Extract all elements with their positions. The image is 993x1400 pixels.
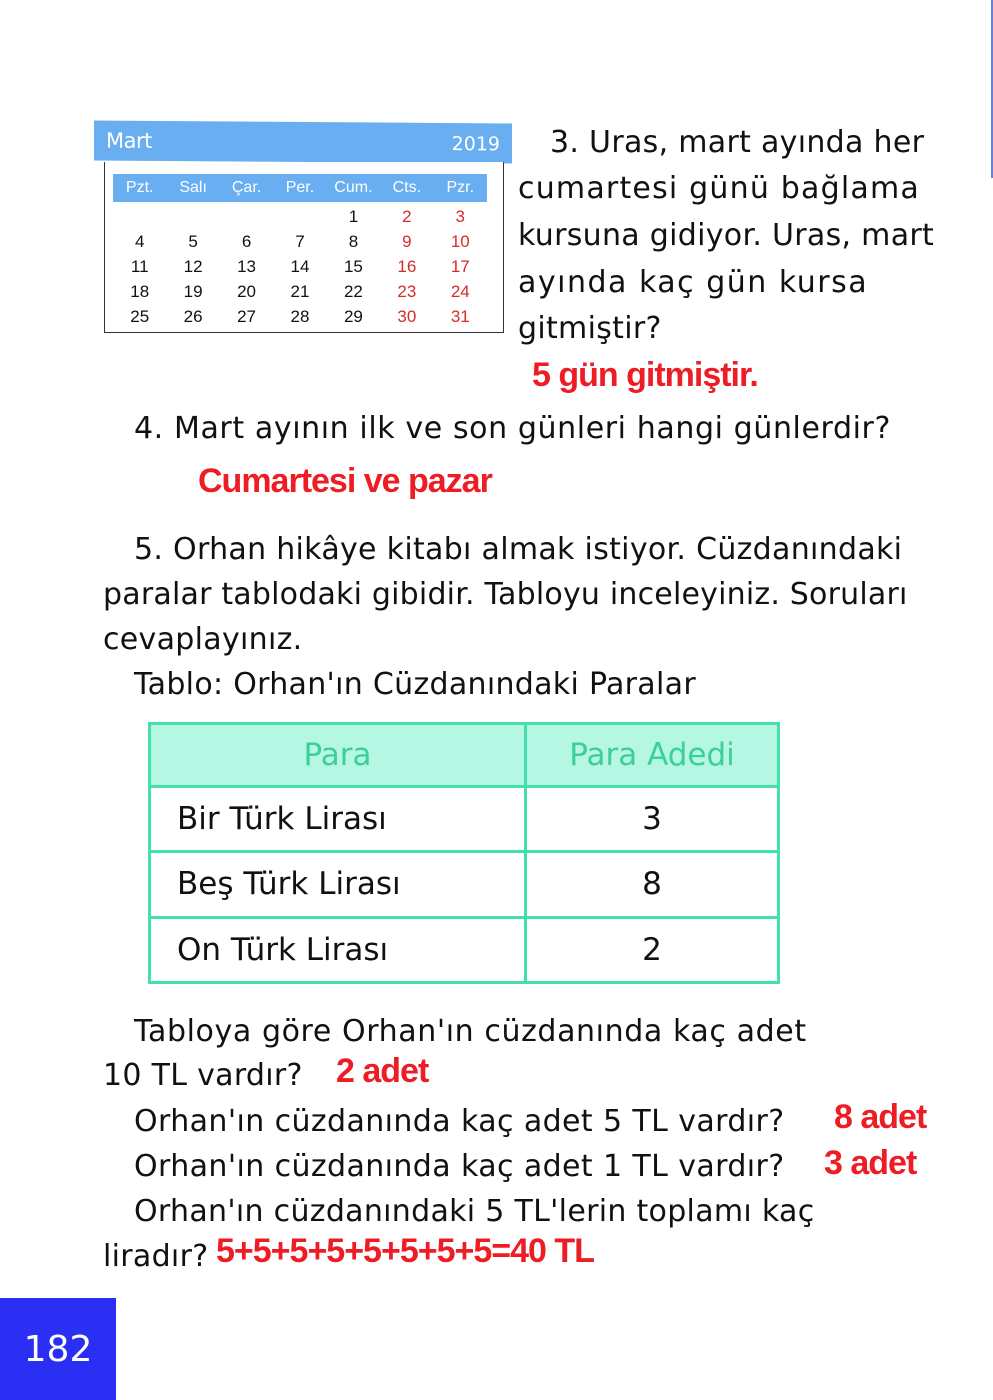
calendar-day: 20 xyxy=(237,282,257,301)
subq2-line1: Orhan'ın cüzdanında kaç adet 5 TL vardır? xyxy=(134,1104,785,1139)
q5-line: 5. Orhan hikâye kitabı almak istiyor. Cüzdanındaki xyxy=(134,532,903,567)
q3-answer: 5 gün gitmiştir. xyxy=(532,356,758,394)
calendar-day: 22 xyxy=(343,282,363,301)
table-caption: Tablo: Orhan'ın Cüzdanındaki Paralar xyxy=(134,667,696,702)
page-number: 182 xyxy=(23,1328,93,1370)
calendar-day: 16 xyxy=(397,257,417,276)
calendar-day: 19 xyxy=(183,282,203,301)
subq4-answer: 5+5+5+5+5+5+5+5=40 TL xyxy=(216,1232,594,1270)
calendar-day: 30 xyxy=(397,307,417,326)
calendar-month: Mart xyxy=(106,128,152,153)
calendar-day: 14 xyxy=(290,257,310,276)
cell-money-type: Bir Türk Lirası xyxy=(150,787,526,852)
money-table xyxy=(148,722,780,984)
calendar-day: 17 xyxy=(450,257,470,276)
cell-money-type: Beş Türk Lirası xyxy=(150,852,526,917)
calendar-day xyxy=(166,204,219,229)
subq1-line2: 10 TL vardır? xyxy=(103,1058,303,1093)
calendar-day-grid xyxy=(113,204,487,329)
calendar-day: 11 xyxy=(130,257,149,276)
calendar-day: 24 xyxy=(450,282,470,301)
table-row xyxy=(150,852,779,917)
page-number-box xyxy=(0,1298,116,1400)
calendar-day: 3 xyxy=(455,207,465,226)
table-row xyxy=(150,917,779,982)
calendar-day: 29 xyxy=(343,307,363,326)
calendar-day: 1 xyxy=(348,207,359,226)
calendar-day: 28 xyxy=(290,307,310,326)
calendar-day: 7 xyxy=(295,232,305,251)
cell-count: 3 xyxy=(526,787,779,852)
column-header-para: Para xyxy=(150,724,526,787)
calendar-day: 25 xyxy=(130,307,150,326)
calendar-day: 26 xyxy=(183,307,203,326)
cell-count: 8 xyxy=(526,852,779,917)
calendar-day: 27 xyxy=(237,307,257,326)
subq1-line1: Tabloya göre Orhan'ın cüzdanında kaç adet xyxy=(134,1014,807,1049)
calendar-day: 6 xyxy=(241,232,252,251)
calendar-header xyxy=(94,121,512,164)
weekday-label: Cum. xyxy=(334,179,373,196)
weekday-label: Salı xyxy=(179,179,207,196)
calendar-day xyxy=(113,204,166,229)
q3-line: kursuna gidiyor. Uras, mart xyxy=(518,218,935,253)
calendar-weekday-row xyxy=(113,174,487,202)
subq2-answer: 8 adet xyxy=(834,1098,927,1136)
calendar-day: 31 xyxy=(450,307,470,326)
weekday-label: Pzt. xyxy=(125,179,154,196)
calendar-day: 23 xyxy=(397,282,417,301)
q5-line: paralar tablodaki gibidir. Tabloyu inceleyiniz. Soruları xyxy=(103,577,908,612)
calendar-day xyxy=(273,204,326,229)
subq3-answer: 3 adet xyxy=(824,1144,917,1182)
q5-line: cevaplayınız. xyxy=(103,622,303,657)
table-row xyxy=(150,787,779,852)
calendar-day: 10 xyxy=(450,232,470,251)
q3-line: ayında kaç gün kursa xyxy=(518,265,869,300)
calendar-year: 2019 xyxy=(451,133,500,156)
calendar-march-2019 xyxy=(94,122,512,336)
subq1-answer: 2 adet xyxy=(336,1052,429,1090)
calendar-day: 21 xyxy=(290,282,310,301)
subq3-line1: Orhan'ın cüzdanında kaç adet 1 TL vardır? xyxy=(134,1149,785,1184)
calendar-day: 4 xyxy=(134,232,145,251)
q3-line: gitmiştir? xyxy=(518,311,662,346)
q4-question: 4. Mart ayının ilk ve son günleri hangi günlerdir? xyxy=(134,411,891,446)
subq4-line2: liradır? xyxy=(103,1239,209,1274)
weekday-label: Pzr. xyxy=(446,179,475,196)
weekday-label: Cts. xyxy=(392,179,422,196)
q4-answer: Cumartesi ve pazar xyxy=(198,462,492,500)
weekday-label: Çar. xyxy=(231,179,262,196)
calendar-day: 12 xyxy=(183,257,203,276)
subq4-line1: Orhan'ın cüzdanındaki 5 TL'lerin toplamı kaç xyxy=(134,1194,815,1229)
q3-line: 3. Uras, mart ayında her xyxy=(550,125,925,160)
calendar-day: 15 xyxy=(343,257,363,276)
column-header-para-adedi: Para Adedi xyxy=(526,724,779,787)
table-header-row xyxy=(150,724,779,787)
calendar-day: 9 xyxy=(402,232,412,251)
weekday-label: Per. xyxy=(285,179,315,196)
calendar-day: 2 xyxy=(402,207,412,226)
cell-count: 2 xyxy=(526,917,779,982)
calendar-day xyxy=(220,204,273,229)
calendar-day: 8 xyxy=(348,232,359,251)
calendar-day: 13 xyxy=(237,257,257,276)
calendar-day: 18 xyxy=(130,282,150,301)
calendar-day: 5 xyxy=(188,232,198,251)
cell-money-type: On Türk Lirası xyxy=(150,917,526,982)
calendar-body xyxy=(104,162,504,333)
q3-line: cumartesi günü bağlama xyxy=(518,171,920,206)
